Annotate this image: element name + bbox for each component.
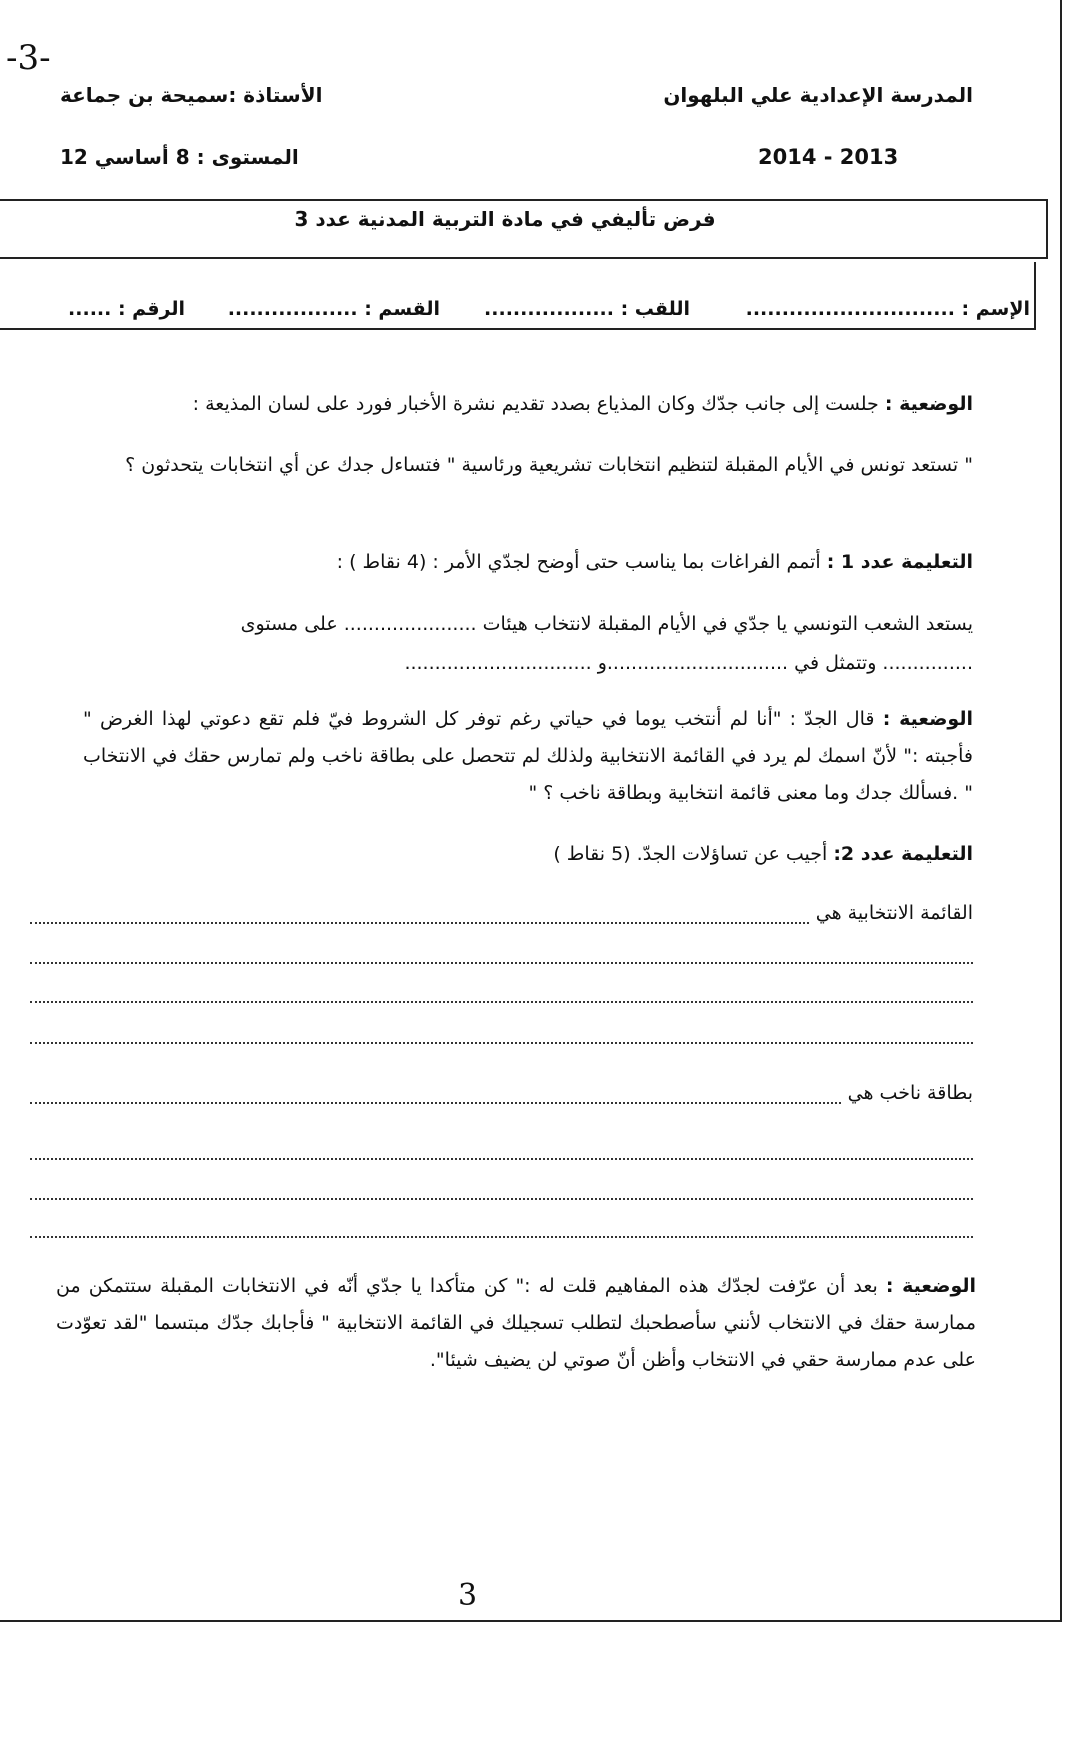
info-row-bottom-border	[0, 328, 1036, 330]
situation-3-text: بعد أن عرّفت لجدّك هذه المفاهيم قلت له :" كن متأكدا يا جدّي أنّه في الانتخابات المقبلة ستتمكن من ممارسة حقك في الانتخاب لأنني سأصطحبك لتطلب تسجيلك في القائمة الانتخابية " فأجابك جدّك مبتسما "لقد تعوّدت على عدم ممارسة حقي في الانتخاب وأظن أنّ صوتي لن يضيف شيئا".	[56, 1275, 976, 1371]
fill-line-2[interactable]: ............... وتتمثل في ..............................و ...............................	[404, 652, 973, 674]
answer-1-line[interactable]	[30, 1001, 973, 1003]
situation-2-text: قال الجدّ : "أنا لم أنتخب يوما في حياتي رغم توفر كل الشروط فيّ فلم تقع دعوتي لهذا الغرض " فأجبته :" لأنّ اسمك لم يرد في القائمة الانتخابية ولذلك لم تتحصل على بطاقة ناخب ولم تمارس حقك في الانتخاب " .فسألك جدك وما معنى قائمة انتخابية وبطاقة ناخب ؟ "	[83, 708, 973, 804]
answer-2-line[interactable]	[30, 1102, 973, 1104]
handwritten-page-marker: -3-	[6, 38, 51, 78]
instruction-2	[83, 836, 973, 873]
answer-1-prompt: القائمة الانتخابية هي	[810, 900, 973, 926]
level: المستوى : 8 أساسي 12	[60, 145, 299, 169]
instruction-1-text: أتمم الفراغات بما يناسب حتى أوضح لجدّي الأمر : (4 نقاط ) :	[336, 551, 821, 573]
info-row-right-border	[1034, 262, 1036, 330]
field-class[interactable]: القسم : ..................	[227, 298, 440, 320]
answer-1-line[interactable]	[30, 962, 973, 964]
title-box-bottom-border	[0, 257, 1048, 259]
fill-line-1[interactable]: يستعد الشعب التونسي يا جدّي في الأيام المقبلة لانتخاب هيئات ...................... على مستوى	[240, 613, 973, 635]
answer-2-line[interactable]	[30, 1236, 973, 1238]
answer-1-line[interactable]	[30, 1042, 973, 1044]
answer-2-line[interactable]	[30, 1198, 973, 1200]
situation-3	[56, 1268, 976, 1379]
title-box-right-border	[1046, 199, 1048, 259]
instruction-1-label: التعليمة عدد 1 :	[826, 551, 973, 573]
instruction-2-text: أجيب عن تساؤلات الجدّ. (5 نقاط )	[553, 843, 828, 865]
instruction-2-label: التعليمة عدد 2:	[833, 843, 973, 865]
page-right-border	[1060, 0, 1062, 1622]
title-box-top-border	[0, 199, 1048, 201]
situation-2	[83, 701, 973, 812]
instruction-1	[83, 544, 973, 581]
answer-2-line[interactable]	[30, 1158, 973, 1160]
teacher-name: الأستاذة :سميحة بن جماعة	[60, 83, 323, 107]
page-bottom-border	[0, 1620, 1062, 1622]
field-surname[interactable]: اللقب : ..................	[484, 298, 690, 320]
exam-title: فرض تأليفي في مادة التربية المدنية عدد 3	[294, 207, 716, 231]
situation-1-quote: " تستعد تونس في الأيام المقبلة لتنظيم انتخابات تشريعية ورئاسية " فتساءل جدك عن أي انتخابات يتحدثون ؟	[125, 454, 973, 476]
field-number[interactable]: الرقم : ......	[68, 298, 185, 320]
situation-1-label: الوضعية :	[884, 393, 973, 415]
situation-3-label: الوضعية :	[885, 1275, 976, 1297]
situation-2-label: الوضعية :	[882, 708, 973, 730]
school-year: 2014 - 2013	[758, 145, 899, 169]
situation-1	[83, 386, 973, 423]
answer-2-prompt: بطاقة ناخب هي	[842, 1080, 973, 1106]
field-name[interactable]: الإسم : .............................	[745, 298, 1030, 320]
page-number: 3	[458, 1578, 478, 1613]
situation-1-text: جلست إلى جانب جدّك وكان المذياع بصدد تقديم نشرة الأخبار فورد على لسان المذيعة :	[192, 393, 879, 415]
school-name: المدرسة الإعدادية علي البلهوان	[663, 83, 973, 107]
